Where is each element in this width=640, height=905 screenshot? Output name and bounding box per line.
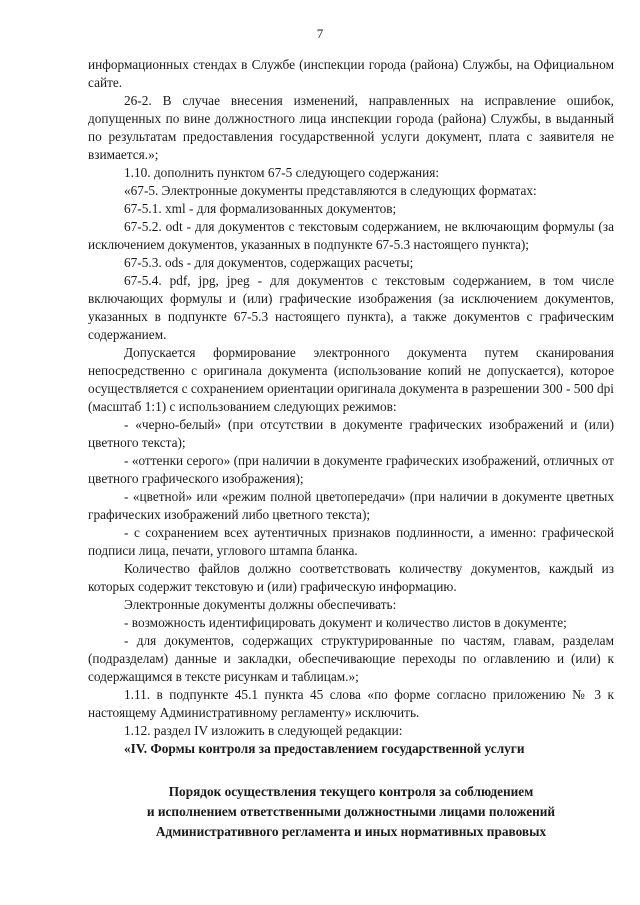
paragraph: информационных стендах в Службе (инспекции города (района) Службы, на Официальном сайте.: [88, 57, 614, 90]
page-number: 7: [316, 26, 324, 41]
paragraph: 67-5.4. pdf, jpg, jpeg - для документов с текстовым содержанием, в том числе включающих формулы и (или) графические изображения (за исключением документов, указанных в подпункте 67-5.3 настоящего пункта), а также документов с графическим содержанием.: [88, 273, 614, 342]
section-title: «IV. Формы контроля за предоставлением государственной услуги: [124, 741, 525, 756]
body-text: [88, 56, 614, 758]
paragraph: Количество файлов должно соответствовать количеству документов, каждый из которых содержит текстовую и (или) графическую информацию.: [88, 561, 614, 594]
paragraph: Электронные документы должны обеспечивать:: [124, 597, 397, 612]
paragraph: «67-5. Электронные документы представляются в следующих форматах:: [124, 183, 537, 198]
paragraph: - «оттенки серого» (при наличии в документе графических изображений, отличных от цветного графического изображения);: [88, 453, 614, 486]
paragraph: 67-5.2. odt - для документов с текстовым содержанием, не включающим формулы (за исключением документов, указанных в подпункте 67-5.3 настоящего пункта);: [88, 219, 614, 252]
subsection-heading: [88, 782, 614, 842]
paragraph: - с сохранением всех аутентичных признаков подлинности, а именно: графической подписи лица, печати, углового штампа бланка.: [88, 525, 614, 558]
paragraph: - «цветной» или «режим полной цветопередачи» (при наличии в документе цветных графических изображений либо цветного текста);: [88, 489, 614, 522]
paragraph: 67-5.3. ods - для документов, содержащих расчеты;: [124, 255, 414, 270]
paragraph: - возможность идентифицировать документ и количество листов в документе;: [124, 615, 567, 630]
paragraph: 1.11. в подпункте 45.1 пункта 45 слова «по форме согласно приложению № 3 к настоящему Административному регламенту» исключить.: [88, 687, 614, 720]
heading-line: Порядок осуществления текущего контроля за соблюдением: [168, 784, 534, 799]
paragraph: - для документов, содержащих структурированные по частям, главам, разделам (подразделам) данные и закладки, обеспечивающие переходы по оглавлению и (или) к содержащимся в тексте рисункам и таблицам.»;: [88, 633, 614, 684]
paragraph: 67-5.1. xml - для формализованных документов;: [124, 201, 397, 216]
paragraph: 1.12. раздел IV изложить в следующей редакции:: [124, 723, 403, 738]
paragraph: Допускается формирование электронного документа путем сканирования непосредственно с оригинала документа (использование копий не допускается), которое осуществляется с сохранением ориентации оригинала документа в разрешении 300 - 500 dpi (масштаб 1:1) с использованием следующих режимов:: [88, 345, 614, 414]
paragraph: 26-2. В случае внесения изменений, направленных на исправление ошибок, допущенных по вине должностного лица инспекции города (района) Службы, в выданный по результатам предоставления государственной услуги документ, плата с заявителя не взимается.»;: [88, 93, 614, 162]
paragraph: 1.10. дополнить пунктом 67-5 следующего содержания:: [124, 165, 440, 180]
heading-line: и исполнением ответственными должностными лицами положений: [146, 804, 556, 819]
paragraph: - «черно-белый» (при отсутствии в документе графических изображений и (или) цветного текста);: [88, 417, 614, 450]
heading-line: Административного регламента и иных нормативных правовых: [155, 824, 547, 839]
